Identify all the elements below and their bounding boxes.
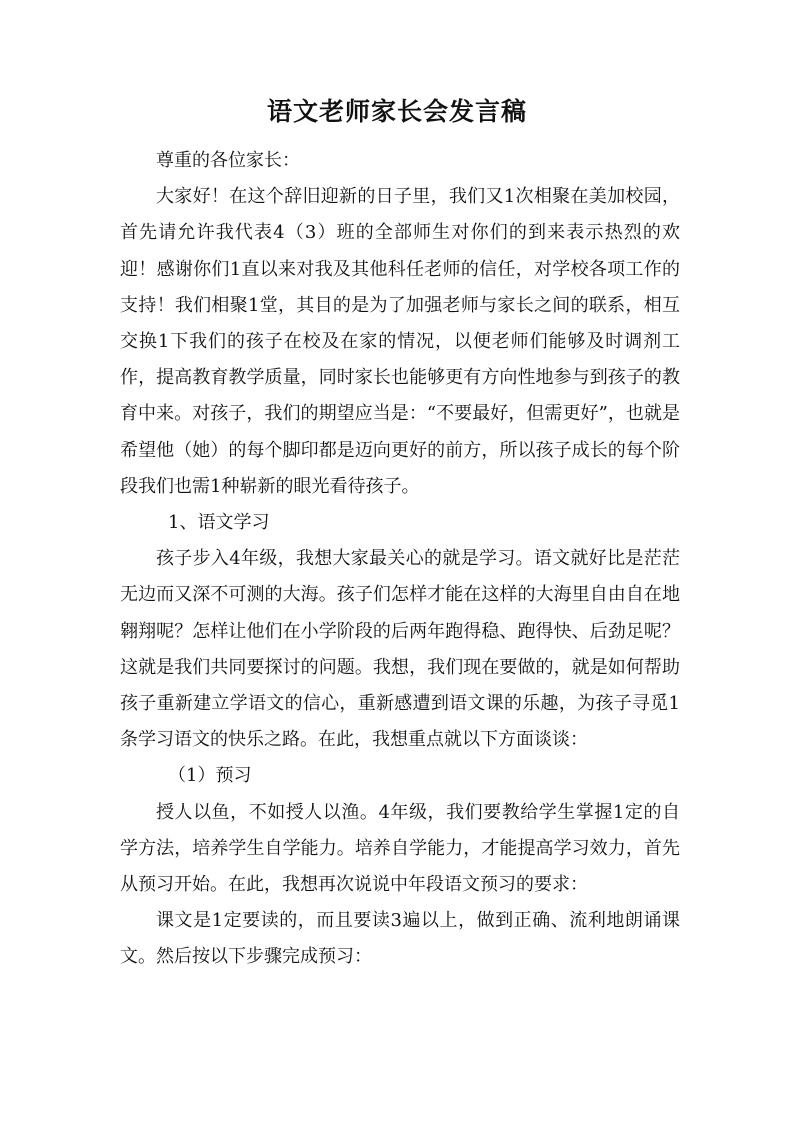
subsection-paragraph-preview-2: 课文是1定要读的，而且要读3遍以上，做到正确、流利地朗诵课文。然后按以下步骤完成预习： <box>120 910 680 968</box>
section-heading-chinese-study: 1、语文学习 <box>168 512 270 534</box>
subsection-heading-preview: （1）预习 <box>168 765 252 787</box>
document-body <box>120 143 680 976</box>
opening-paragraph: 大家好！在这个辞旧迎新的日子里，我们又1次相聚在美加校园，首先请允许我代表4（3）班的全部师生对你们的到来表示热烈的欢迎！感谢你们1直以来对我及其他科任老师的信任，对学校各项工作的支持！我们相聚1堂，其目的是为了加强老师与家长之间的联系，相互交换1下我们的孩子在校及在家的情况，以便老师们能够及时调剂工作，提高教育教学质量，同时家长也能够更有方向性地参与到孩子的教育中来。对孩子，我们的期望应当是：“不要最好，但需更好”，也就是希望他（她）的每个脚印都是迈向更好的前方，所以孩子成长的每个阶段我们也需1种崭新的眼光看待孩子。 <box>120 186 680 497</box>
section-paragraph-chinese-study: 孩子步入4年级，我想大家最关心的就是学习。语文就好比是茫茫无边而又深不可测的大海。孩子们怎样才能在这样的大海里自由自在地翱翔呢？怎样让他们在小学阶段的后两年跑得稳、跑得快、后劲足呢？这就是我们共同要探讨的问题。我想，我们现在要做的，就是如何帮助孩子重新建立学语文的信心，重新感遭到语文课的乐趣，为孩子寻觅1条学习语文的快乐之路。在此，我想重点就以下方面谈谈： <box>120 548 680 751</box>
subsection-paragraph-preview-1: 授人以鱼，不如授人以渔。4年级，我们要教给学生掌握1定的自学方法，培养学生自学能力。培养自学能力，才能提高学习效力，首先从预习开始。在此，我想再次说说中年段语文预习的要求： <box>120 801 680 896</box>
document-title: 语文老师家长会发言稿 <box>266 97 527 126</box>
salutation: 尊重的各位家长： <box>156 150 300 171</box>
